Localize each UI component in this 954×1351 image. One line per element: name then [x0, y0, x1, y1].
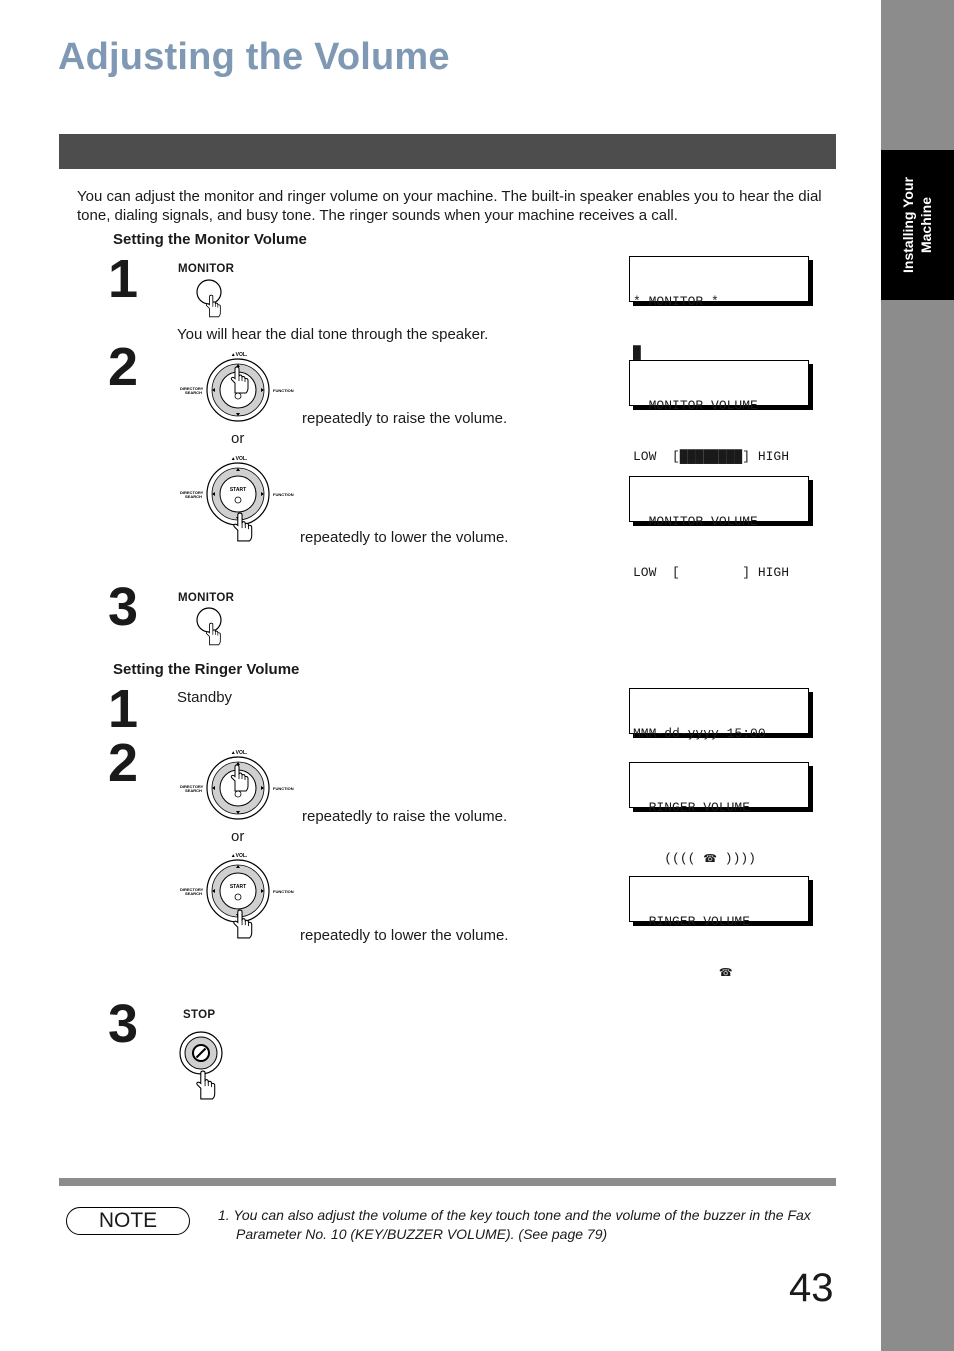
svg-text:SEARCH: SEARCH [185, 788, 202, 793]
monitor-or-text: or [231, 430, 245, 447]
intro-text: You can adjust the monitor and ringer volume on your machine. The built-in speaker enables you to hear the dial tone, dialing signals, and busy tone. The ringer sounds when your machine receives a call. [77, 188, 822, 224]
monitor-step-2-number: 2 [108, 337, 139, 397]
lcd-standby: MMM-dd-yyyy 15:00 [629, 688, 809, 734]
svg-text:FUNCTION: FUNCTION [273, 786, 294, 791]
svg-text:START: START [229, 487, 247, 493]
monitor-step-3-number: 3 [108, 577, 139, 637]
monitor-step-1-number: 1 [108, 249, 139, 309]
phone-icon: ☎ [718, 966, 733, 979]
monitor-lower-text: repeatedly to lower the volume. [300, 529, 509, 546]
svg-text:FUNCTION: FUNCTION [273, 388, 294, 393]
dial-ringer-down-icon [178, 851, 296, 941]
title-bar [59, 134, 836, 169]
ringer-step-1-text: Standby [177, 689, 233, 706]
svg-text:▲VOL.: ▲VOL. [230, 352, 248, 358]
svg-text:DIRECTORY: DIRECTORY [180, 386, 204, 391]
lcd-monitor: * MONITOR * █ [629, 256, 809, 302]
monitor-section-heading: Setting the Monitor Volume [113, 231, 307, 248]
chapter-tab-label: Installing Your Machine [900, 177, 934, 273]
page-number: 43 [789, 1266, 834, 1310]
page-title: Adjusting the Volume [58, 36, 450, 78]
lcd-monitor-volume-high: MONITOR VOLUME LOW [████████] HIGH [629, 360, 809, 406]
svg-text:DIRECTORY: DIRECTORY [180, 887, 204, 892]
ringer-step-1-number: 1 [108, 679, 139, 739]
svg-text:START: START [229, 884, 247, 890]
ringer-step-2-number: 2 [108, 733, 139, 793]
svg-text:SEARCH: SEARCH [185, 390, 202, 395]
ringer-lower-text: repeatedly to lower the volume. [300, 927, 509, 944]
dial-vol-up-icon [178, 350, 296, 426]
note-text: 1. You can also adjust the volume of the key touch tone and the volume of the buzzer in the Fax Parameter No. 10 (KEY/BUZZER VOLUME). (See page 79) [218, 1207, 811, 1242]
lcd-monitor-volume-low: MONITOR VOLUME LOW [ ] HIGH [629, 476, 809, 522]
monitor-key-label: MONITOR [178, 263, 235, 275]
svg-text:DIRECTORY: DIRECTORY [180, 784, 204, 789]
ringer-section-heading: Setting the Ringer Volume [113, 661, 300, 678]
chapter-tab [881, 150, 954, 300]
monitor-key-icon-2 [194, 606, 224, 648]
svg-text:▲VOL.: ▲VOL. [230, 853, 248, 859]
svg-text:SEARCH: SEARCH [185, 494, 202, 499]
monitor-step-1-text: You will hear the dial tone through the speaker. [177, 326, 489, 343]
dial-vol-down-icon [178, 454, 296, 544]
lcd-ringer-volume-high: RINGER VOLUME (((( ☎ )))) [629, 762, 809, 808]
svg-text:▲VOL.: ▲VOL. [230, 456, 248, 462]
stop-key-icon [178, 1030, 226, 1100]
ringer-step-3-number: 3 [108, 994, 139, 1054]
stop-key-label: STOP [183, 1009, 216, 1021]
dial-ringer-up-icon [178, 748, 296, 824]
svg-text:FUNCTION: FUNCTION [273, 492, 294, 497]
lcd-ringer-volume-low: RINGER VOLUME ☎ [629, 876, 809, 922]
monitor-raise-text: repeatedly to raise the volume. [302, 410, 508, 427]
note-label: NOTE [66, 1207, 190, 1235]
svg-text:SEARCH: SEARCH [185, 891, 202, 896]
phone-icon: ☎ [703, 852, 717, 865]
ringer-raise-text: repeatedly to raise the volume. [302, 808, 508, 825]
svg-text:FUNCTION: FUNCTION [273, 889, 294, 894]
footer-bar [59, 1178, 836, 1186]
svg-text:▲VOL.: ▲VOL. [230, 750, 248, 756]
ringer-or-text: or [231, 828, 245, 845]
svg-text:DIRECTORY: DIRECTORY [180, 490, 204, 495]
monitor-key-label-2: MONITOR [178, 592, 235, 604]
monitor-key-icon [194, 278, 224, 320]
